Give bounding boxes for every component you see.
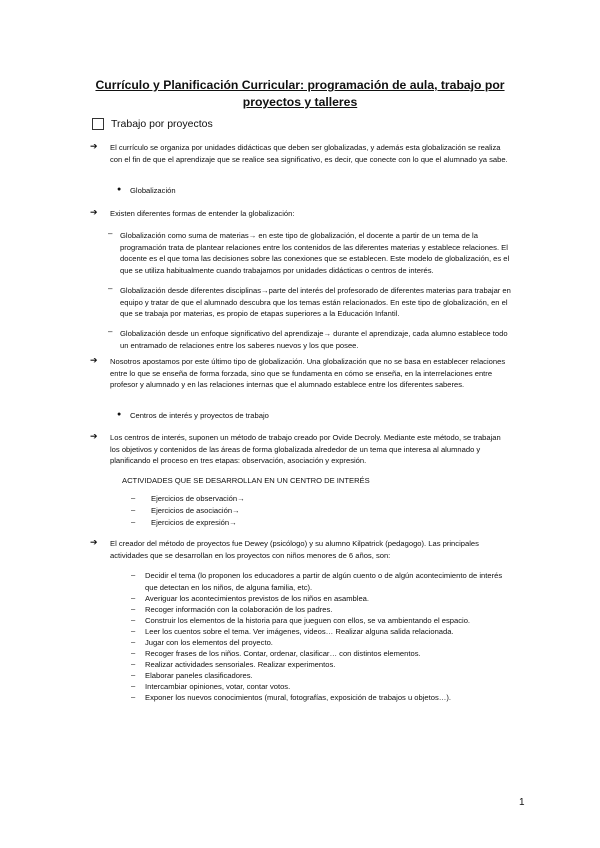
paragraph-3: Nosotros apostamos por este último tipo de globalización. Una globalización que no se basa en establecer relaciones entre lo que se enseña de forma forzada, sino que se fundamenta en cómo se enseña, en la interrelaciones entre profesor y alumnado y en las relaciones internas que el alumnado establece entre los diferentes saberes. — [110, 357, 506, 389]
bullet-globalizacion: Globalización — [130, 186, 176, 195]
dash-bullet-icon: – — [131, 670, 136, 679]
dash-bullet-icon: – — [131, 517, 136, 526]
dash-bullet-icon: – — [131, 637, 136, 646]
activity-item: Ejercicios de asociación→ — [151, 506, 240, 515]
project-item: Exponer los nuevos conocimientos (mural, fotografías, exposición de trabajos u objetos…). — [145, 693, 452, 702]
dash-bullet-icon: – — [108, 229, 113, 238]
paragraph-2: Existen diferentes formas de entender la globalización: — [110, 209, 295, 218]
globalization-type-1: Globalización como suma de materias→ en este tipo de globalización, el docente a partir de un tema de la programación trata de plantear relaciones entre los contenidos de las diferentes materias y establece relaciones. El docente es el que toma las decisiones sobre las conexiones que se establecen. Este modelo de globalización, es el que se utiliza habitualmente cuando trabajamos por unidades didácticas o centros de interés. — [120, 231, 510, 275]
bullet-centros: Centros de interés y proyectos de trabajo — [130, 411, 269, 420]
dash-bullet-icon: – — [131, 681, 136, 690]
arrow-bullet-icon: ➔ — [90, 537, 98, 547]
dash-bullet-icon: – — [131, 626, 136, 635]
activities-heading: ACTIVIDADES QUE SE DESARROLLAN EN UN CENTRO DE INTERÉS — [122, 476, 370, 485]
arrow-bullet-icon: ➔ — [90, 355, 98, 365]
page-number: 1 — [519, 797, 525, 808]
dash-bullet-icon: – — [131, 505, 136, 514]
project-item: Elaborar paneles clasificadores. — [145, 671, 253, 680]
dash-bullet-icon: – — [131, 493, 136, 502]
project-item: Leer los cuentos sobre el tema. Ver imágenes, videos… Realizar alguna salida relacionada. — [145, 627, 454, 636]
section-heading — [92, 118, 213, 130]
section-label: Trabajo por proyectos — [111, 118, 213, 130]
paragraph-5: El creador del método de proyectos fue Dewey (psicólogo) y su alumno Kilpatrick (pedagogo). Las principales actividades que se desarrollan en los proyectos con niños menores de 6 años, son: — [110, 539, 479, 560]
project-item: Recoger información con la colaboración de los padres. — [145, 605, 333, 614]
globalization-type-2: Globalización desde diferentes disciplinas→parte del interés del profesorado de diferentes materias para trabajar en equipo y tratar de que el alumnado descubra que los temas están relacionados. En este tipo de globalización, en el que se trabaja por materias, es propio de etapas superiores a la Educación Infantil. — [120, 286, 511, 318]
activity-item: Ejercicios de expresión→ — [151, 518, 237, 527]
globalization-type-3: Globalización desde un enfoque significativo del aprendizaje→ durante el aprendizaje, cada alumno establece todo un entramado de relaciones entre los saberes nuevos y los que posee. — [120, 329, 508, 350]
paragraph-1: El currículo se organiza por unidades didácticas que deben ser globalizadas, y además esta globalización se realiza con el fin de que el aprendizaje que se realice sea significativo, es decir, que conecte con lo que el alumnado ya sabe. — [110, 143, 508, 164]
dot-bullet-icon: ● — [117, 411, 122, 418]
dot-bullet-icon: ● — [117, 186, 122, 193]
dash-bullet-icon: – — [108, 327, 113, 336]
dash-bullet-icon: – — [131, 659, 136, 668]
project-item: Jugar con los elementos del proyecto. — [145, 638, 273, 647]
project-item: Realizar actividades sensoriales. Realizar experimentos. — [145, 660, 336, 669]
dash-bullet-icon: – — [131, 570, 136, 579]
dash-bullet-icon: – — [131, 648, 136, 657]
project-item: Decidir el tema (lo proponen los educadores a partir de algún cuento o de algún acontecimiento de interés que detectan en los niños, de alguna familia, etc). — [145, 571, 503, 592]
arrow-bullet-icon: ➔ — [90, 431, 98, 441]
project-item: Intercambiar opiniones, votar, contar votos. — [145, 682, 291, 691]
dash-bullet-icon: – — [108, 284, 113, 293]
dash-bullet-icon: – — [131, 692, 136, 701]
arrow-bullet-icon: ➔ — [90, 141, 98, 151]
project-item: Recoger frases de los niños. Contar, ordenar, clasificar… con distintos elementos. — [145, 649, 421, 658]
activity-item: Ejercicios de observación→ — [151, 494, 245, 503]
project-item: Averiguar los acontecimientos previstos de los niños en asamblea. — [145, 594, 369, 603]
dash-bullet-icon: – — [131, 593, 136, 602]
dash-bullet-icon: – — [131, 604, 136, 613]
paragraph-4: Los centros de interés, suponen un método de trabajo creado por Ovide Decroly. Mediante este método, se trabajan los objetivos y contenidos de las áreas de forma globalizada alrededor de un tema que interesa al alumnado y planificando el proceso en tres etapas: observación, asociación y expresión. — [110, 433, 501, 465]
project-item: Construir los elementos de la historia para que jueguen con ellos, se va ambientando el espacio. — [145, 616, 471, 625]
arrow-bullet-icon: ➔ — [90, 207, 98, 217]
page-title: Currículo y Planificación Curricular: programación de aula, trabajo por proyectos y talleres — [95, 78, 505, 109]
checkbox-icon — [92, 118, 104, 130]
dash-bullet-icon: – — [131, 615, 136, 624]
